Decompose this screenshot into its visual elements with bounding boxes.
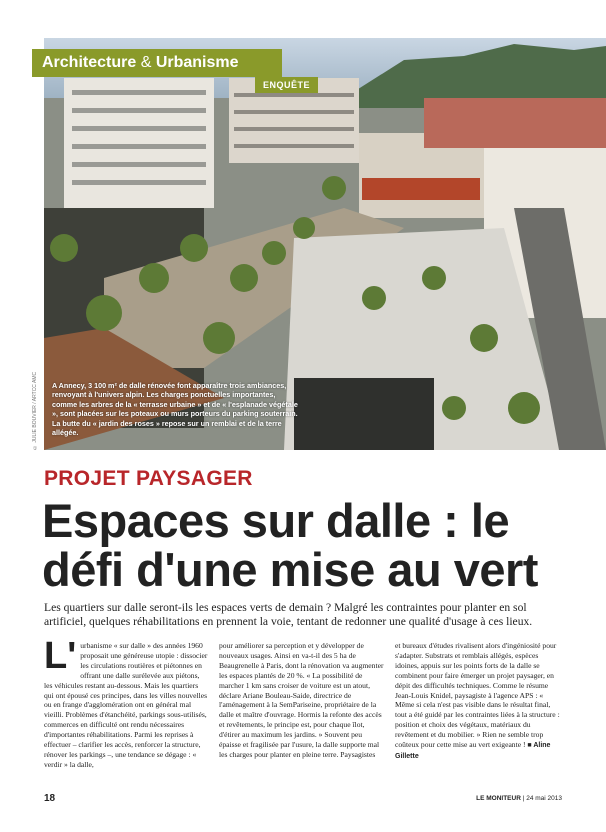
issue-date: 24 mai 2013: [526, 795, 562, 802]
issue-separator: |: [522, 795, 525, 802]
article-standfirst: Les quartiers sur dalle seront-ils les espaces verts de demain ? Malgré les contraintes pour planter en sol artificiel, quelques réhabilitations en prennent la voie, tentant de redonner une qualité d'usage à ces lieux.: [44, 601, 533, 628]
body-column-3-text: et bureaux d'études rivalisent alors d'ingéniosité pour s'adapter. Substrats et remblais allégés, espèces idoines, appuis sur les points forts de la dalle se combinent pour faire émerger un projet paysager, en dépit des difficultés techniques. Comme le résume Jean-Louis Knidel, paysagiste à l'agence APS : « Même si cela n'est pas visible dans le résultat final, tout a été guidé par les contraintes liées à la structure : position et choix des végétaux, matériaux du revêtement et du mobilier. » Rien ne semble trop coûteux pour cette mise au vert exigeante !: [395, 641, 560, 750]
section-rubric: [32, 49, 282, 77]
body-column-1: [44, 635, 209, 770]
drop-cap: L': [44, 635, 77, 677]
magazine-name: LE MONITEUR: [476, 795, 521, 802]
photo-credit: © JULIE BOUVIER / ARTCC AMC: [32, 371, 38, 450]
section-tag: ENQUÊTE: [255, 77, 318, 93]
article-kicker: PROJET PAYSAGER: [44, 467, 253, 490]
article-headline: Espaces sur dalle : le défi d'une mise au vert: [42, 494, 538, 596]
body-column-3: [395, 641, 562, 762]
rubric-urbanisme: Urbanisme: [155, 54, 239, 71]
photo-caption: A Annecy, 3 100 m² de dalle rénovée font apparaître trois ambiances, renvoyant à l'univers alpin. Les charges ponctuelles importantes, comme les arbres de la « terrasse urbaine » et de « l'esplanade végétale », sont placées sur les poteaux ou murs porteurs du parking souterrain. La butte du « jardin des roses » repose sur un remblai et de la terre allégée.: [52, 381, 298, 438]
rubric-architecture: Architecture: [42, 54, 137, 71]
author-signature: ■ Aline Gillette: [395, 742, 551, 760]
rubric-ampersand: &: [140, 54, 152, 71]
issue-info: [476, 795, 562, 802]
body-column-1-text: urbanisme « sur dalle » des années 1960 proposait une généreuse utopie : dissocier les circulations routières et piétonnes en offrant une dalle surélevée aux piétons, les véhicules restant au-dessous. Mais les quartiers qui ont épousé ces principes, dans les villes nouvelles ou en frange d'agglomération ont en général mal vieilli. Problèmes d'étanchéité, parkings sous-utilisés, commerces en difficulté ont rendu nécessaires d'importantes réhabilitations. Parmi les reprises à effectuer – clarifier les accès, renforcer la structure, rénover les parkings –, une tendance se dégage : « verdir » la dalle,: [44, 641, 208, 769]
page-number: 18: [44, 793, 56, 804]
body-column-2: pour améliorer sa perception et y développer de nouveaux usages. Ainsi en va-t-il des 5 ha de Beaugrenelle à Paris, dont la rénovation va augmenter les espaces plantés de 20 %. « La possibilité de marcher 1 km sans croiser de voiture est un atout, déclare Ariane Bouleau-Saide, directrice de l'aménagement à la SemPariseine, propriétaire de la dalle et maître d'ouvrage. Hormis la refonte des accès et revêtements, le principe est, pour chaque îlot, d'étirer au maximum les jardins. » Souvent peu épaisse et fragilisée par l'usure, la dalle supporte mal les charges pour planter en pleine terre. Paysagistes: [219, 641, 384, 759]
